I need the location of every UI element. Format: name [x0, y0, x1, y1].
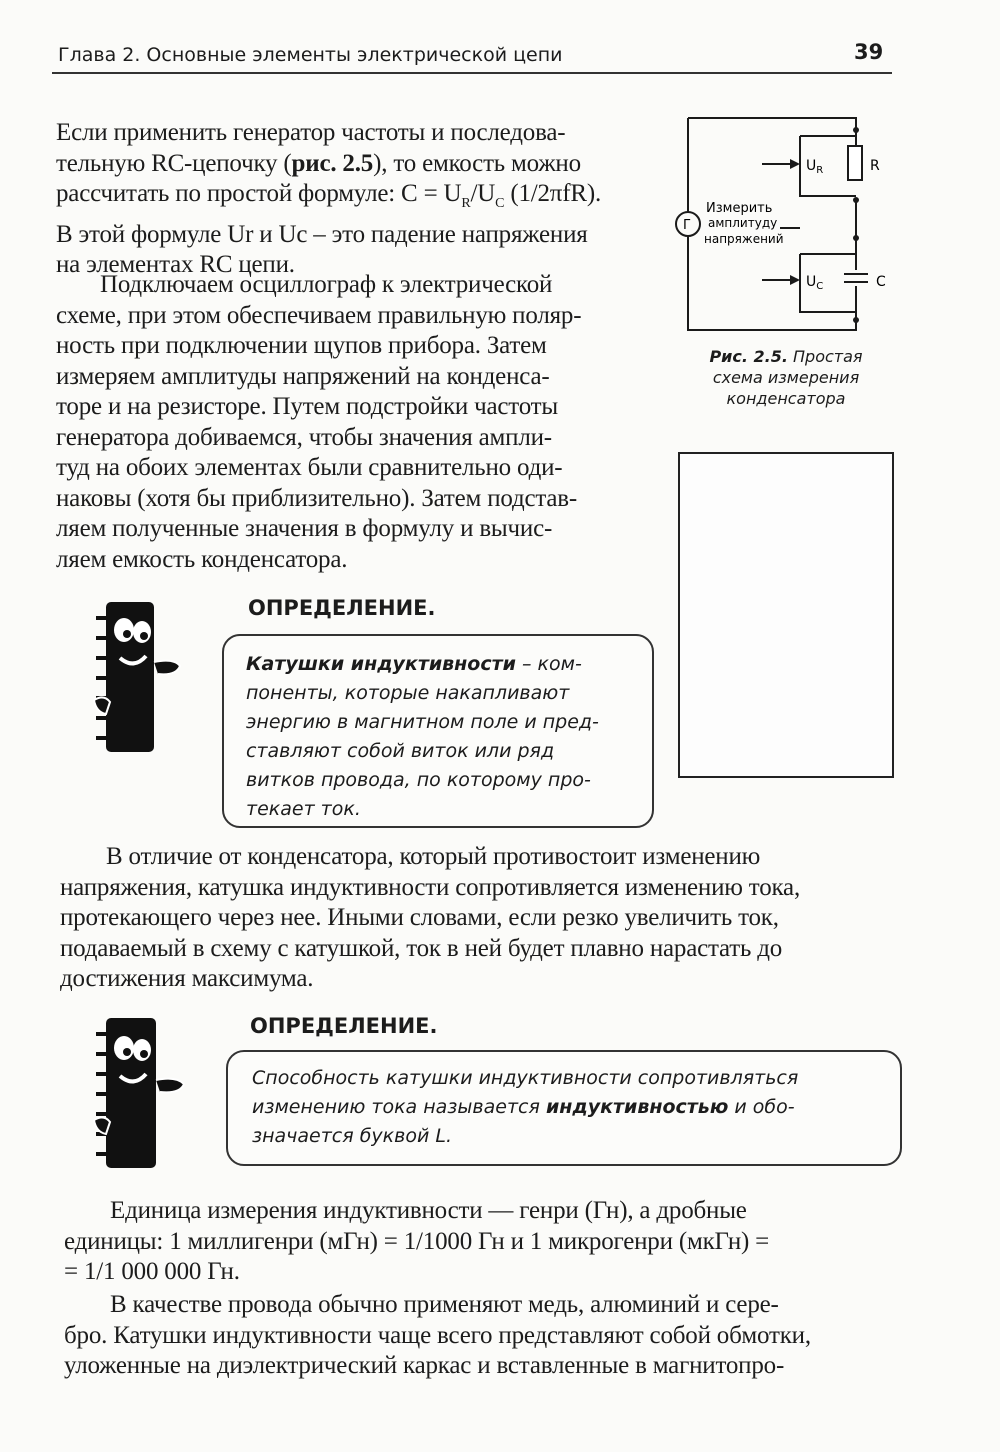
figure-caption: Рис. 2.5. Простая схема измерения конденсатора — [709, 347, 863, 408]
text-line: наковы (хотя бы приблизительно). Затем подстав- — [56, 484, 578, 512]
text-line: торе и на резисторе. Путем подстройки частоты — [56, 393, 558, 420]
paragraph-units — [64, 1196, 906, 1288]
junction-dot — [853, 197, 859, 203]
paragraph-wire-material — [64, 1290, 906, 1382]
arrowhead-icon — [790, 275, 800, 285]
measure-text-line: амплитуду — [708, 216, 778, 230]
capacitor-icon — [844, 274, 868, 282]
text-line: протекающего через нее. Иными словами, если резко увеличить ток, — [60, 904, 779, 931]
measure-text-line: Измерить — [706, 201, 773, 216]
definition-heading: ОПРЕДЕЛЕНИЕ. — [250, 1014, 438, 1038]
r-label: R — [870, 158, 880, 174]
junction-dot — [853, 317, 859, 323]
paragraph-inductor — [60, 842, 902, 995]
resistor-icon — [848, 146, 862, 180]
header-divider — [52, 72, 892, 74]
figure-reference: рис. 2.5 — [291, 149, 374, 177]
rc-circuit-diagram — [670, 108, 900, 340]
definition-box: Способность катушки индуктивности сопротивляться изменению тока называется индуктивностью и обо- значается буквой L. — [226, 1050, 902, 1166]
c-label: C — [876, 274, 886, 290]
text-line: напряжения, катушка индуктивности сопротивляется изменению тока, — [60, 873, 801, 901]
image-placeholder-frame — [678, 452, 894, 778]
text-line: ность при подключении щупов прибора. Затем — [56, 332, 547, 359]
arrowhead-icon — [790, 159, 800, 169]
ur-label: $U_R$ — [806, 158, 824, 176]
text-line: В этой формуле Ur и Uc – это падение напряжения — [56, 220, 588, 248]
text-line: ляем емкость конденсатора. — [56, 545, 348, 573]
text-line: = 1/1 000 000 Гн. — [64, 1258, 240, 1285]
junction-dot — [853, 235, 859, 241]
text-line: ляем полученные значения в формулу и вычис- — [56, 515, 553, 542]
definition-heading: ОПРЕДЕЛЕНИЕ. — [248, 596, 436, 620]
text-line: схеме, при этом обеспечиваем правильную поляр- — [56, 301, 582, 329]
text-line: измеряем амплитуды напряжений на конденса- — [56, 362, 550, 390]
chapter-title: Глава 2. Основные элементы электрической цепи — [58, 44, 563, 66]
text-line: единицы: 1 миллигенри (мГн) = 1/1000 Гн и 1 микрогенри (мкГн) = — [64, 1227, 770, 1255]
chip-mascot-icon — [84, 592, 194, 762]
formula-line: рассчитать по простой формуле: $C = U_R/U_C$ (1/2πfR). — [56, 180, 601, 211]
text-line: генератора добиваемся, чтобы значения ампли- — [56, 423, 552, 451]
page-number: 39 — [854, 40, 884, 64]
uc-label: $U_C$ — [806, 274, 824, 292]
text-line: тельную RC-цепочку (рис. 2.5), то емкость можно — [56, 149, 581, 177]
text-line: В отличие от конденсатора, который противостоит изменению — [106, 843, 761, 870]
text-line: на элементах RC цепи. — [56, 251, 295, 278]
text-line: бро. Катушки индуктивности чаще всего представляют собой обмотки, — [64, 1321, 811, 1349]
definition-box: Катушки индуктивности – ком- поненты, которые накапливают энергию в магнитном поле и пред- ставляют собой виток или ряд витков провода, по которому про- текает ток. — [222, 634, 654, 828]
text-line: туд на обоих элементах были сравнительно оди- — [56, 454, 563, 481]
definition-term: индуктивностью — [545, 1096, 729, 1118]
paragraph-oscilloscope — [56, 270, 646, 575]
text-line: подаваемый в схему с катушкой, ток в ней будет плавно нарастать до — [60, 934, 783, 962]
measure-text-line: напряжений — [704, 232, 784, 246]
text-line: достижения максимума. — [60, 965, 314, 992]
text-line: Подключаем осциллограф к электрической — [100, 271, 553, 298]
text-line: Если применить генератор частоты и последова- — [56, 119, 566, 146]
text-line: уложенные на диэлектрический каркас и вставленные в магнитопро- — [64, 1352, 785, 1379]
text-line: Единица измерения индуктивности — генри (Гн), а дробные — [110, 1197, 747, 1224]
chip-mascot-icon — [84, 1008, 202, 1178]
junction-dot — [853, 127, 859, 133]
generator-label: Г — [683, 218, 691, 233]
definition-term: Катушки индуктивности — [246, 653, 516, 675]
paragraph-intro — [56, 118, 646, 281]
text-line: В качестве провода обычно применяют медь, алюминий и сере- — [110, 1291, 779, 1318]
